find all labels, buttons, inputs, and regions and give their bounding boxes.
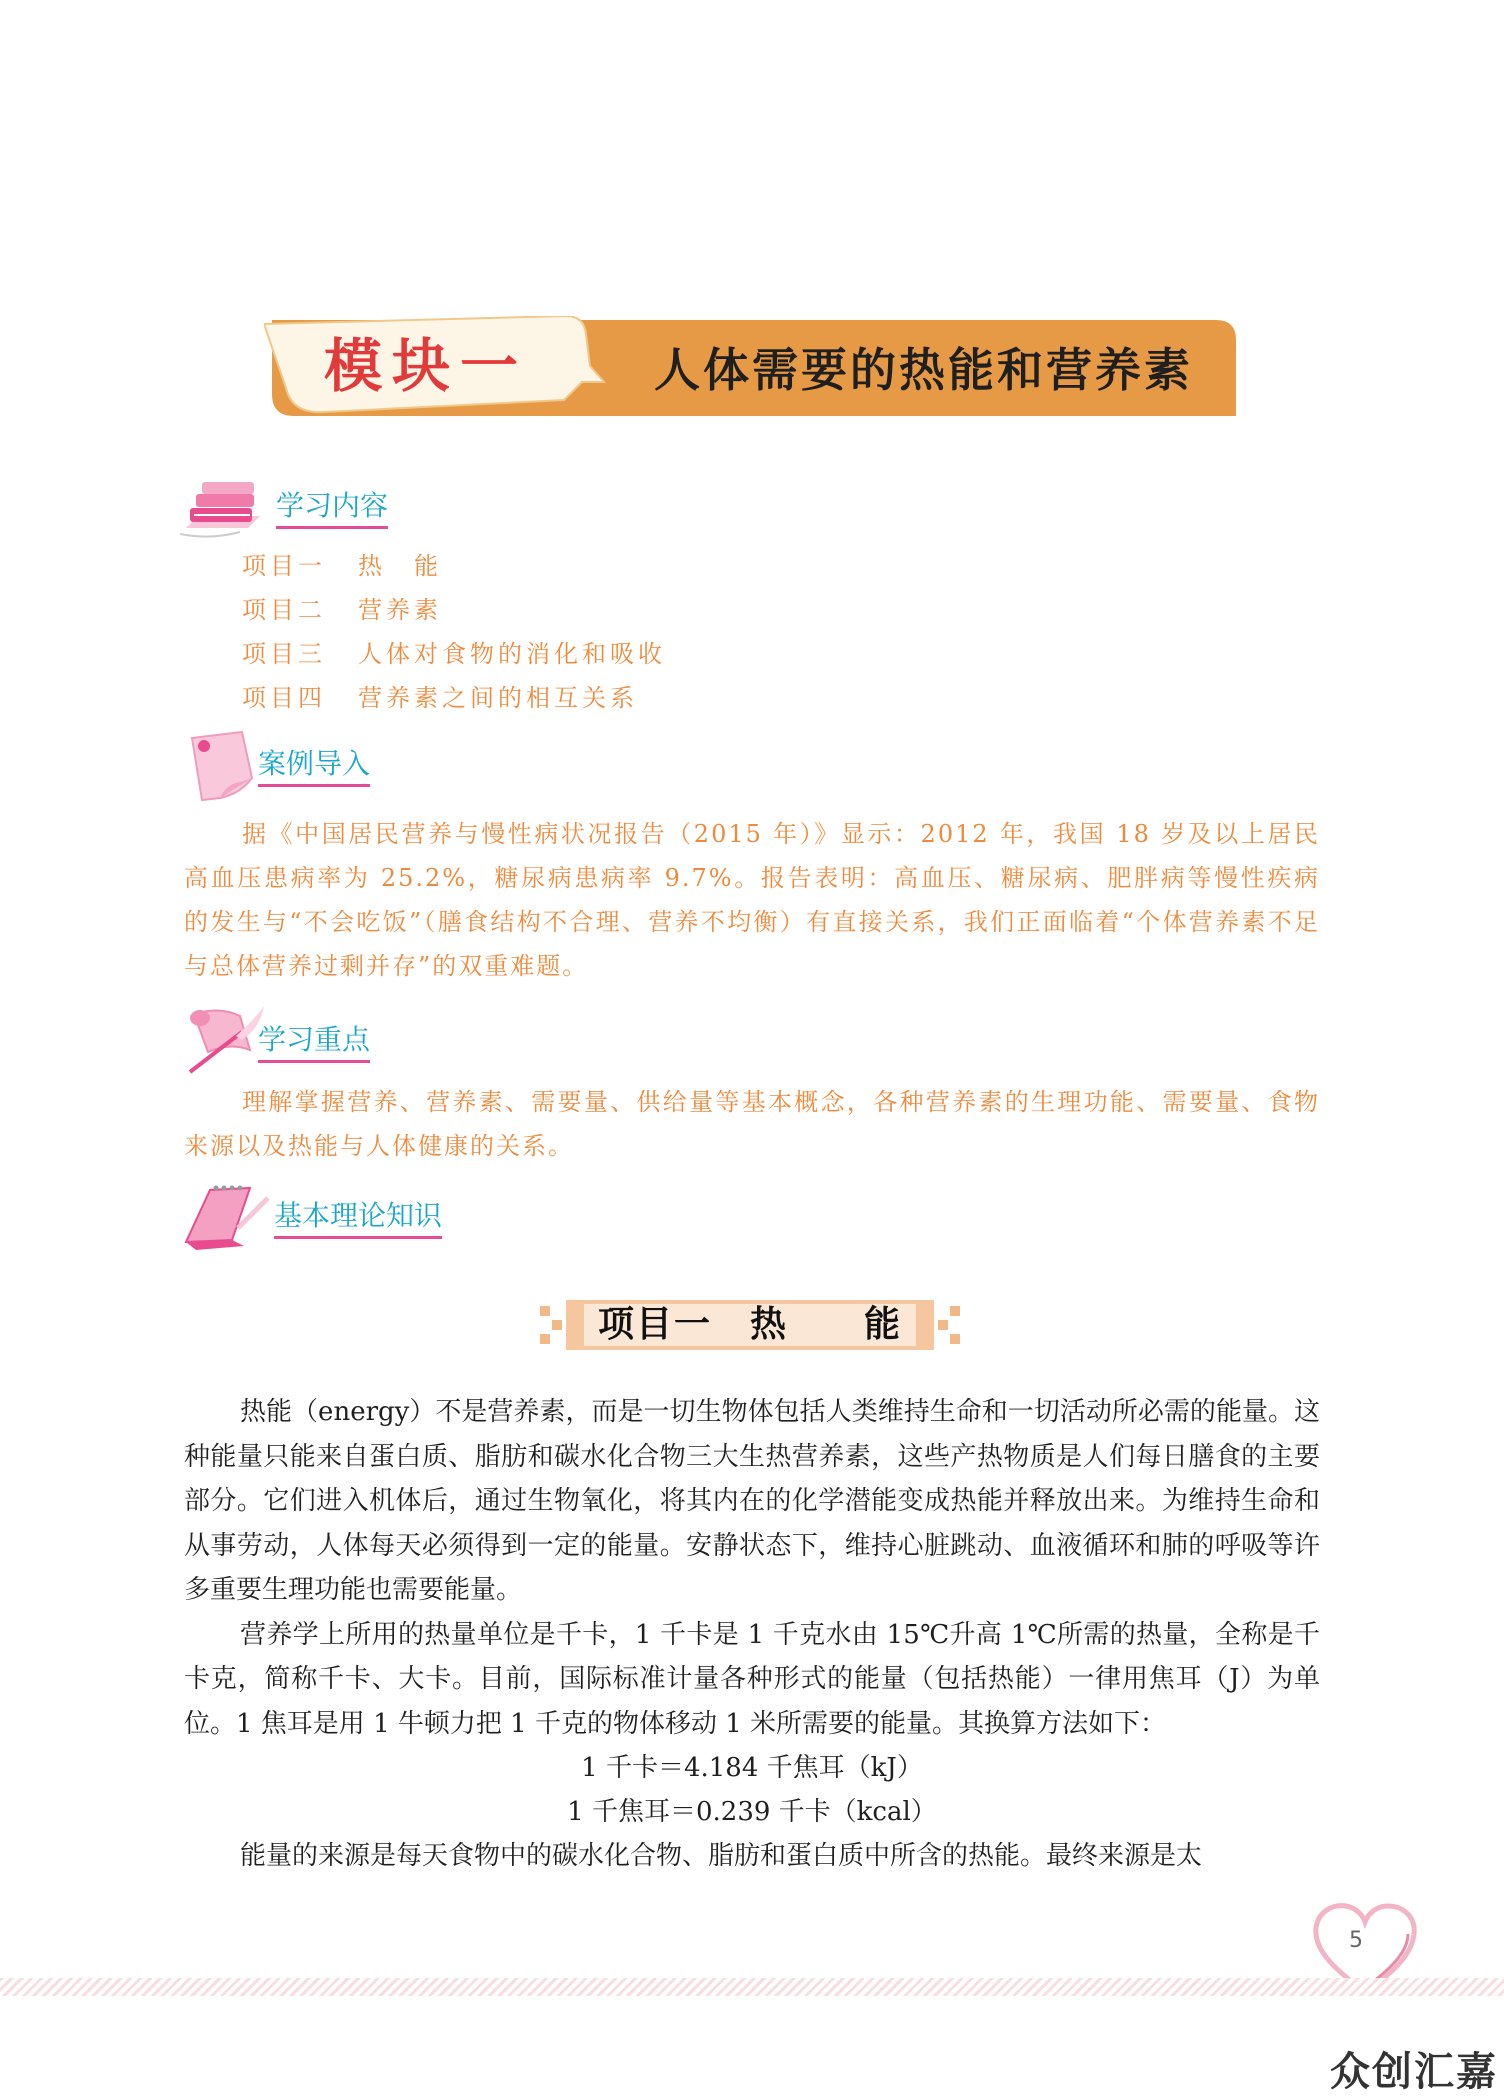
case-text: 据《中国居民营养与慢性病状况报告（2015 年）》显示：2012 年，我国 18 岁及以上居民高血压患病率为 25.2%，糖尿病患病率 9.7%。报告表明：高血压、糖尿病、肥胖病等慢性疾病的发生与“不会吃饭”（膳食结构不合理、营养不均衡）有直接关系，我们正面临着“个体营养素不足与总体营养过剩并存”的双重难题。: [184, 820, 1320, 980]
content-list: [242, 544, 666, 720]
list-item: 项目二 营养素: [242, 596, 442, 624]
formula: 1 千焦耳＝0.239 千卡（kcal）: [567, 1797, 937, 1827]
note-paper-icon: [180, 728, 270, 804]
focus-text: 理解掌握营养、营养素、需要量、供给量等基本概念，各种营养素的生理功能、需要量、食物来源以及热能与人体健康的关系。: [184, 1088, 1320, 1160]
paragraph: 能量的来源是每天食物中的碳水化合物、脂肪和蛋白质中所含的热能。最终来源是太: [240, 1841, 1203, 1871]
section-heading-content: 学习内容: [276, 488, 388, 529]
section-heading-focus: 学习重点: [258, 1022, 370, 1063]
watermark: 众创汇嘉: [1330, 2049, 1498, 2095]
list-item: 项目三 人体对食物的消化和吸收: [242, 640, 666, 668]
footer-band: [0, 1978, 1504, 1996]
page-number: 5: [1349, 1928, 1363, 1953]
project-title: 项目一 热 能: [597, 1304, 902, 1345]
body-text: [184, 1390, 1320, 1879]
list-item: 项目一 热 能: [242, 552, 442, 580]
list-item: 项目四 营养素之间的相互关系: [242, 684, 638, 712]
paragraph: 热能（energy）不是营养素，而是一切生物体包括人类维持生命和一切活动所必需的能量。这种能量只能来自蛋白质、脂肪和碳水化合物三大生热营养素，这些产热物质是人们每日膳食的主要部分。它们进入机体后，通过生物氧化，将其内在的化学潜能变成热能并释放出来。为维持生命和从事劳动，人体每天必须得到一定的能量。安静状态下，维持心脏跳动、血液循环和肺的呼吸等许多重要生理功能也需要能量。: [184, 1397, 1320, 1605]
paragraph: 营养学上所用的热量单位是千卡，1 千卡是 1 千克水由 15℃升高 1℃所需的热量，全称是千卡克，简称千卡、大卡。目前，国际标准计量各种形式的能量（包括热能）一律用焦耳（J）为单位。1 焦耳是用 1 牛顿力把 1 千克的物体移动 1 米所需要的能量。其换算方法如下：: [184, 1619, 1320, 1739]
section-heading-theory: 基本理论知识: [274, 1198, 442, 1239]
books-icon: [180, 470, 270, 546]
section-heading-case: 案例导入: [258, 746, 370, 787]
module-title: 人体需要的热能和营养素: [654, 343, 1193, 397]
module-banner: [264, 316, 1236, 418]
scroll-quill-icon: [180, 1002, 270, 1078]
project-heading: [540, 1298, 960, 1352]
module-label: 模块一: [324, 332, 529, 400]
formula: 1 千卡＝4.184 千焦耳（kJ）: [581, 1753, 923, 1783]
calendar-pencil-icon: [180, 1176, 270, 1252]
